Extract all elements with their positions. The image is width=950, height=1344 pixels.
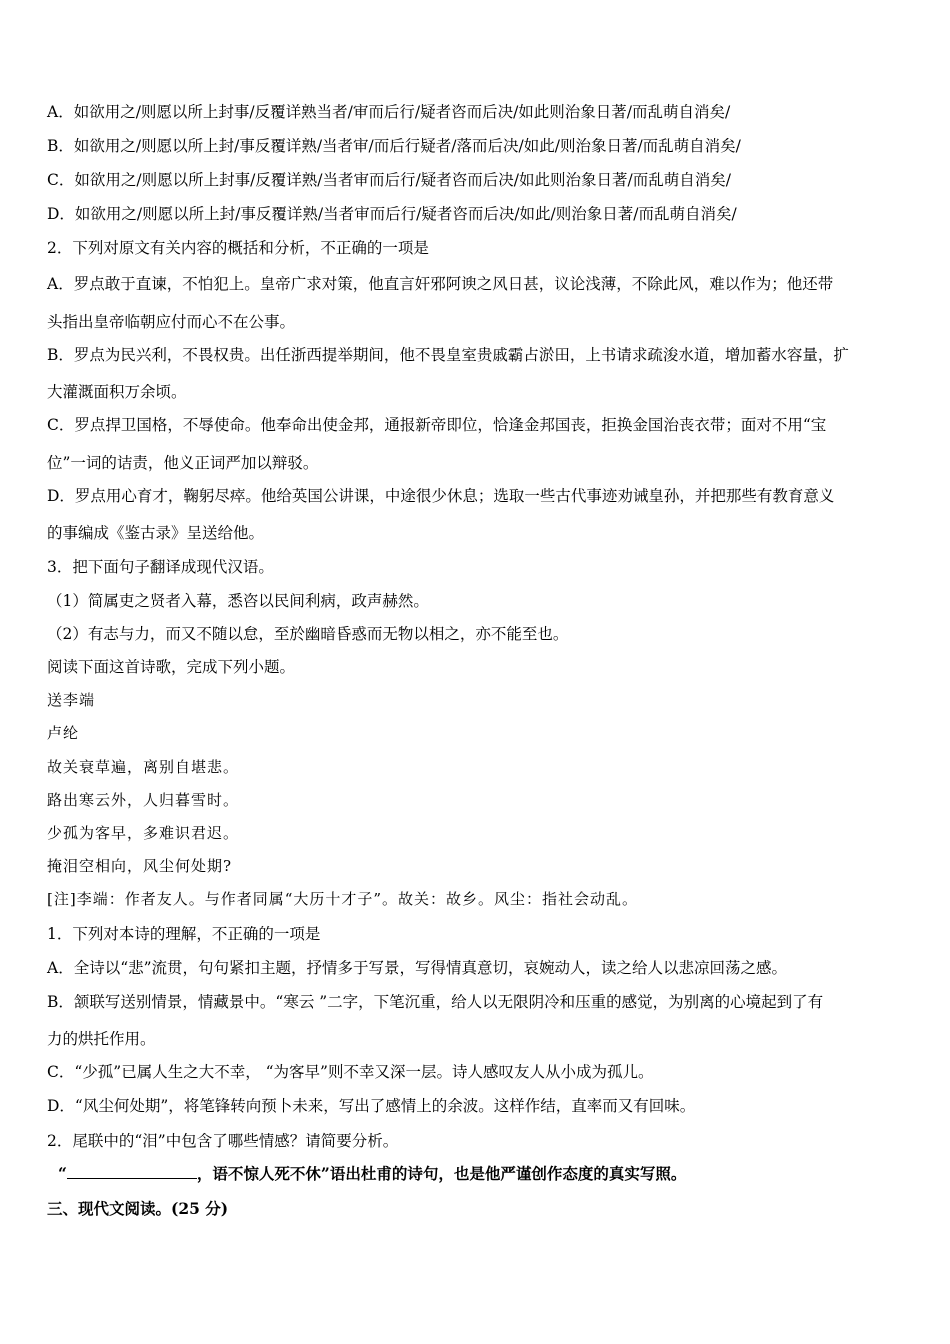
- poem-q2-stem: 2．尾联中的“泪”中包含了哪些情感？请简要分析。: [47, 1132, 399, 1150]
- poem-line: 少孤为客早，多难识君迟。: [47, 824, 240, 842]
- q3-item-2: （2）有志与力，而又不随以怠，至於幽暗昏惑而无物以相之，亦不能至也。: [47, 625, 569, 643]
- section-heading: 三、现代文阅读。(25 分): [47, 1199, 229, 1218]
- q2-stem: 2．下列对原文有关内容的概括和分析，不正确的一项是: [47, 239, 429, 257]
- fill-blank-question: [58, 1164, 910, 1184]
- poem-note: [注]李端：作者友人。与作者同属“大历十才子”。故关：故乡。风尘：指社会动乱。: [47, 890, 639, 908]
- poem-q1-option-b-line2: 力的烘托作用。: [47, 1030, 156, 1048]
- q1-option-b: B．如欲用之/则愿以所上封/事反覆详熟/当者审/而后行疑者/落而后决/如此/则治象日著/而乱萌自消矣/: [47, 137, 741, 155]
- q2-option-c-line2: 位”一词的诘责，他义正词严加以辩驳。: [47, 454, 319, 472]
- poem-q1-stem: 1．下列对本诗的理解，不正确的一项是: [47, 925, 321, 943]
- q1-option-d: D．如欲用之/则愿以所上封/事反覆详熟/当者审而后行/疑者咨而后决/如此/则治象日著/而乱萌自消矣/: [47, 205, 737, 223]
- q2-option-b-line1: B．罗点为民兴利，不畏权贵。出任浙西提举期间，他不畏皇室贵戚霸占淤田，上书请求疏浚水道，增加蓄水容量，扩: [47, 346, 849, 364]
- q2-option-b-line2: 大灌溉面积万余顷。: [47, 383, 187, 401]
- poem-line: 路出寒云外，人归暮雪时。: [47, 791, 240, 809]
- poem-line: 故关衰草遍，离别自堪悲。: [47, 758, 240, 776]
- poem-author: 卢纶: [47, 724, 80, 742]
- fill-blank-text: ，语不惊人死不休”语出杜甫的诗句，也是他严谨创作态度的真实写照。: [196, 1164, 687, 1183]
- q3-stem: 3．把下面句子翻译成现代汉语。: [47, 558, 274, 576]
- answer-blank[interactable]: [67, 1164, 197, 1179]
- q3-item-1: （1）简属吏之贤者入幕，悉咨以民间利病，政声赫然。: [47, 592, 429, 610]
- q1-option-a: A．如欲用之/则愿以所上封事/反覆详熟当者/审而后行/疑者咨而后决/如此则治象日著/而乱萌自消矣/: [47, 103, 731, 121]
- poem-line: 掩泪空相向，风尘何处期?: [47, 857, 233, 875]
- q2-option-d-line2: 的事编成《鉴古录》呈送给他。: [47, 524, 265, 542]
- poem-q1-option-b-line1: B．颔联写送别情景，情藏景中。“寒云 ”二字，下笔沉重，给人以无限阴冷和压重的感觉，为别离的心境起到了有: [47, 993, 824, 1011]
- poem-title: 送李端: [47, 691, 96, 709]
- fill-blank-open-quote: “: [58, 1164, 67, 1183]
- poem-q1-option-c: C．“少孤”已属人生之大不幸， “为客早”则不幸又深一层。诗人感叹友人从小成为孤儿。: [47, 1063, 654, 1081]
- q2-option-d-line1: D．罗点用心育才，鞠躬尽瘁。他给英国公讲课，中途很少休息；选取一些古代事迹劝诫皇孙，并把那些有教育意义: [47, 487, 835, 505]
- poem-q1-option-a: A．全诗以“悲”流贯，句句紧扣主题，抒情多于写景，写得情真意切，哀婉动人，读之给人以悲凉回荡之感。: [47, 959, 788, 977]
- q2-option-a-line2: 头指出皇帝临朝应付而心不在公事。: [47, 313, 296, 331]
- q1-option-c: C．如欲用之/则愿以所上封事/反覆详熟/当者审而后行/疑者咨而后决/如此则治象日著/而乱萌自消矣/: [47, 171, 731, 189]
- q2-option-a-line1: A．罗点敢于直谏，不怕犯上。皇帝广求对策，他直言奸邪阿谀之风日甚，议论浅薄，不除此风，难以作为；他还带: [47, 275, 834, 293]
- poem-q1-option-d: D．“风尘何处期”，将笔锋转向预卜未来，写出了感情上的余波。这样作结，直率而又有回味。: [47, 1097, 696, 1115]
- q2-option-c-line1: C．罗点捍卫国格，不辱使命。他奉命出使金邦，通报新帝即位，恰逢金邦国丧，拒换金国治丧衣带；面对不用“宝: [47, 416, 827, 434]
- poem-instruction: 阅读下面这首诗歌，完成下列小题。: [47, 658, 296, 676]
